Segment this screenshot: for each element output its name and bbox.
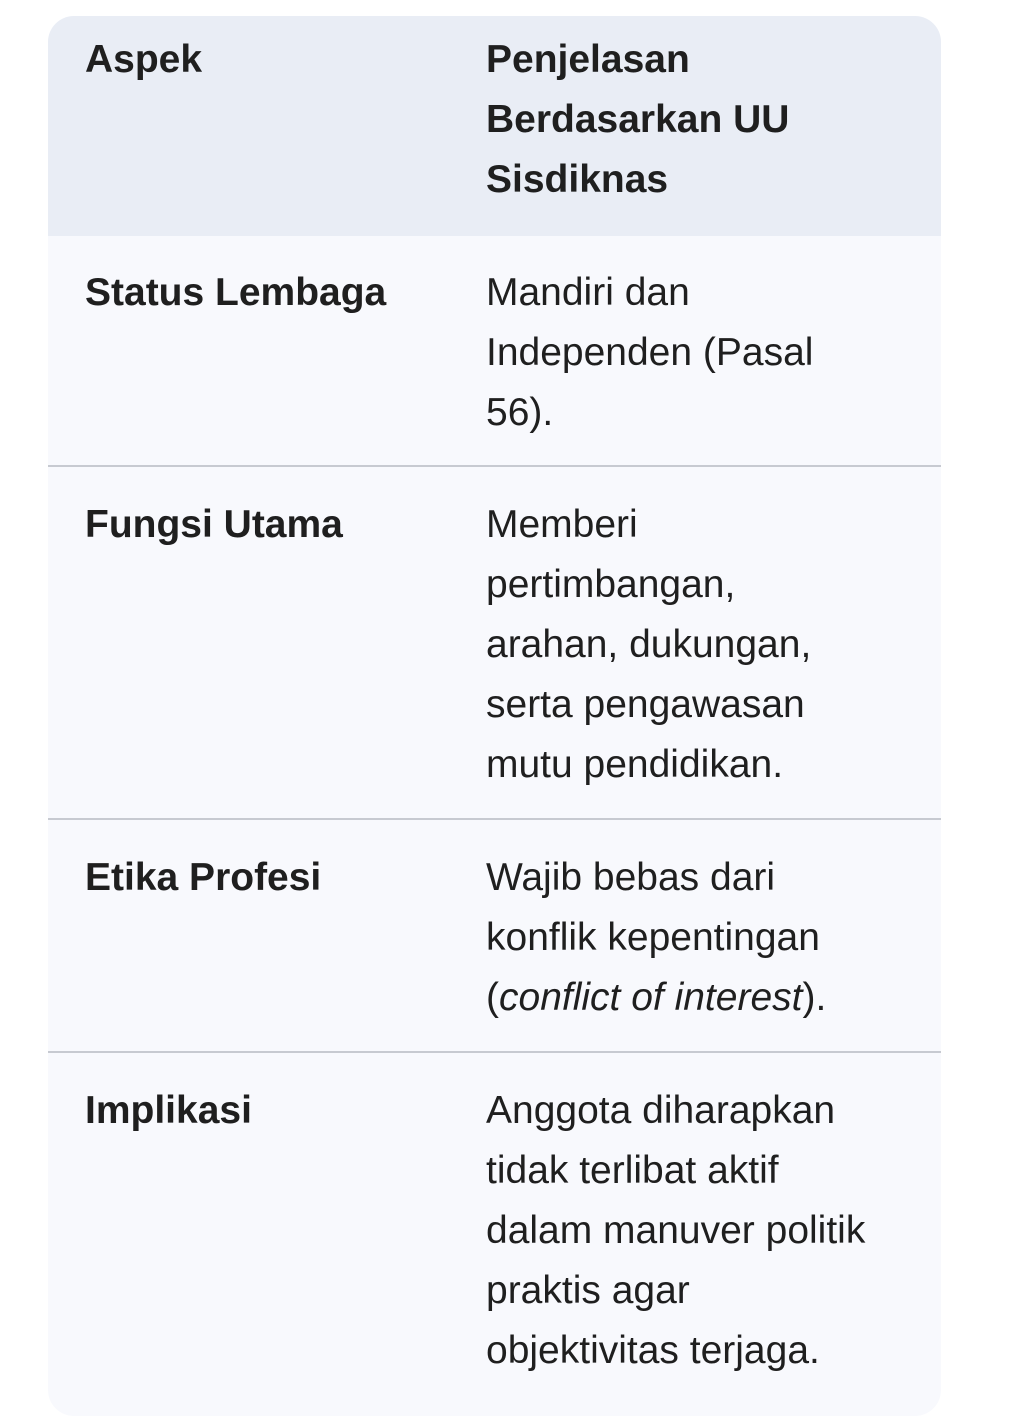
comparison-table	[48, 16, 941, 1416]
header-penjelasan-line: Sisdiknas	[486, 158, 669, 201]
row-divider	[48, 1051, 941, 1053]
row-penjelasan-line: arahan, dukungan,	[486, 623, 812, 666]
row-aspek: Implikasi	[85, 1089, 252, 1132]
row-divider	[48, 818, 941, 820]
row-penjelasan	[486, 495, 926, 795]
row-penjelasan	[486, 1081, 926, 1381]
row-penjelasan-line: Memberi	[486, 503, 638, 546]
row-penjelasan-line: konflik kepentingan	[486, 916, 820, 959]
row-penjelasan	[486, 263, 926, 443]
row-penjelasan-line: pertimbangan,	[486, 563, 736, 606]
paren-close: ).	[802, 976, 827, 1019]
row-penjelasan-line: Wajib bebas dari	[486, 856, 776, 899]
row-aspek: Fungsi Utama	[85, 503, 343, 546]
header-aspek: Aspek	[85, 38, 203, 81]
row-aspek: Status Lembaga	[85, 271, 387, 314]
row-penjelasan-line: 56).	[486, 391, 554, 434]
header-penjelasan	[486, 30, 926, 210]
row-penjelasan-line: Anggota diharapkan	[486, 1089, 836, 1132]
row-aspek: Etika Profesi	[85, 856, 322, 899]
row-penjelasan-line: praktis agar	[486, 1269, 690, 1312]
header-penjelasan-line: Penjelasan	[486, 38, 690, 81]
italic-term: conflict of interest	[499, 976, 803, 1019]
row-penjelasan-line	[486, 968, 926, 1028]
row-penjelasan-line: Independen (Pasal	[486, 331, 814, 374]
row-penjelasan-line: tidak terlibat aktif	[486, 1149, 779, 1192]
table-header-row	[48, 16, 941, 236]
row-penjelasan-line: mutu pendidikan.	[486, 743, 784, 786]
row-penjelasan-line: dalam manuver politik	[486, 1209, 866, 1252]
header-penjelasan-line: Berdasarkan UU	[486, 98, 790, 141]
row-divider	[48, 465, 941, 467]
row-penjelasan-line: Mandiri dan	[486, 271, 690, 314]
row-penjelasan-line: serta pengawasan	[486, 683, 805, 726]
row-penjelasan	[486, 848, 926, 1028]
paren-open: (	[486, 976, 499, 1019]
row-penjelasan-line: objektivitas terjaga.	[486, 1329, 820, 1372]
